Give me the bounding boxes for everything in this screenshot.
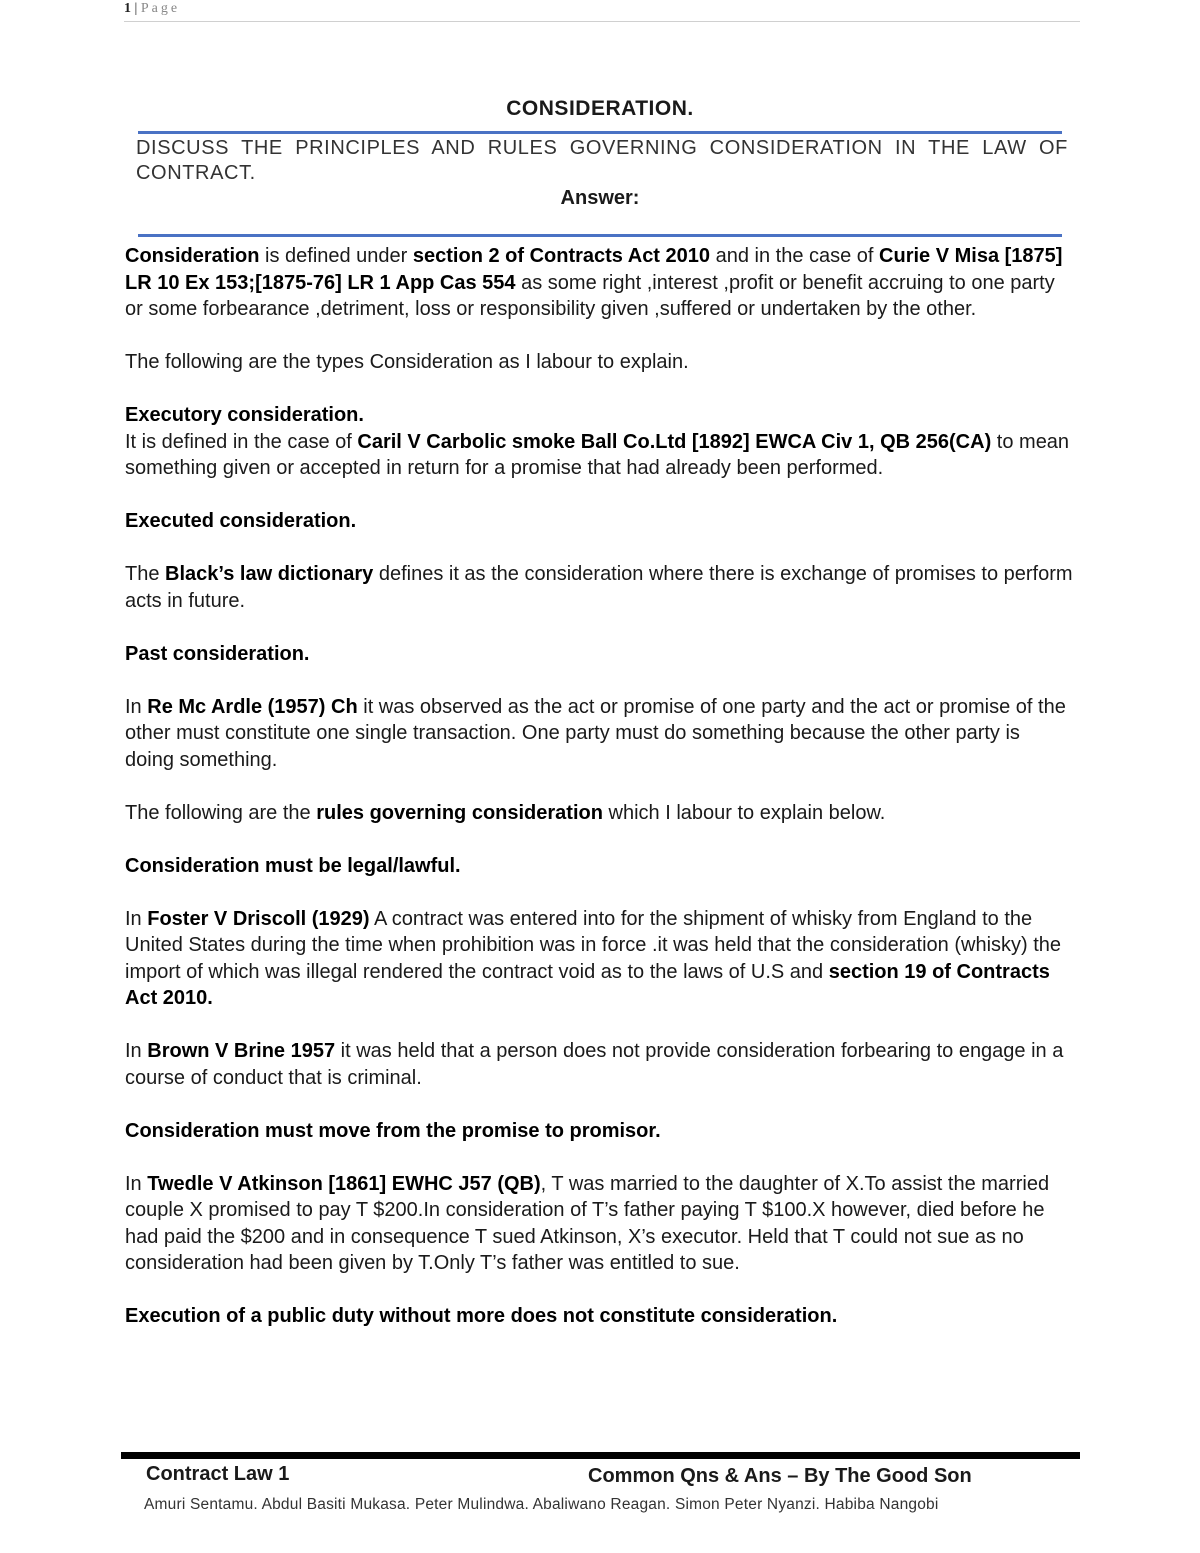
footer-divider bbox=[121, 1452, 1080, 1459]
document-title: CONSIDERATION. bbox=[506, 97, 694, 120]
page-separator: | bbox=[131, 1, 141, 16]
footer-series: Common Qns & Ans – By The Good Son bbox=[588, 1465, 972, 1487]
heading-executed: Executed consideration. bbox=[125, 510, 357, 532]
emphasis-text: rules governing consideration bbox=[316, 801, 603, 824]
case-citation: Re Mc Ardle (1957) Ch bbox=[147, 695, 358, 718]
foster-paragraph bbox=[125, 906, 1073, 1012]
text-run: A contract was entered into for the shipment of whisky from England to the United States during the time when prohibition was in force .it was held that the consideration (whisky) the import of which was illegal rendered the contract void as to the laws of U.S and bbox=[125, 907, 1062, 983]
term-consideration: Consideration bbox=[125, 245, 260, 267]
case-citation: Brown V Brine 1957 bbox=[147, 1040, 336, 1062]
text-run: it was observed as the act or promise of one party and the act or promise of the other must constitute one single transaction. One party must do something because the other party is doing something. bbox=[125, 695, 1066, 771]
text-run: It is defined in the case of bbox=[125, 430, 358, 453]
case-citation: Curie V Misa [1875] LR 10 Ex 153;[1875-76] LR 1 App Cas 554 bbox=[125, 245, 1063, 294]
footer-authors: Amuri Sentamu. Abdul Basiti Mukasa. Peter Mulindwa. Abaliwano Reagan. Simon Peter Nyanzi. Habiba Nangobi bbox=[144, 1496, 939, 1513]
rules-intro-paragraph bbox=[125, 800, 1073, 827]
definition-paragraph bbox=[125, 243, 1073, 323]
text-run: to mean something given or accepted in return for a promise that had already been performed. bbox=[125, 430, 1070, 479]
text-run: The following are the bbox=[125, 801, 317, 824]
answer-label: Answer: bbox=[560, 187, 640, 209]
statute-citation: section 2 of Contracts Act 2010 bbox=[412, 245, 711, 267]
case-citation: Caril V Carbolic smoke Ball Co.Ltd [1892] EWCA Civ 1, QB 256(CA) bbox=[357, 430, 992, 453]
heading-past: Past consideration. bbox=[125, 642, 310, 665]
text-run: and in the case of bbox=[710, 245, 880, 267]
case-citation: Foster V Driscoll (1929) bbox=[147, 907, 370, 930]
executory-paragraph bbox=[125, 429, 1073, 482]
answer-divider bbox=[138, 234, 1062, 237]
text-run: In bbox=[125, 1172, 148, 1195]
heading-public-duty: Execution of a public duty without more does not constitute consideration. bbox=[125, 1305, 838, 1327]
twedle-paragraph bbox=[125, 1171, 1073, 1277]
types-intro-paragraph: The following are the types Consideration as I labour to explain. bbox=[125, 351, 689, 373]
text-run: is defined under bbox=[259, 245, 413, 267]
page-number: 1 bbox=[124, 1, 131, 16]
title-divider bbox=[138, 131, 1062, 134]
past-paragraph bbox=[125, 694, 1073, 774]
heading-legal: Consideration must be legal/lawful. bbox=[125, 854, 461, 877]
text-run: which I labour to explain below. bbox=[602, 801, 886, 824]
executed-paragraph bbox=[125, 561, 1073, 614]
text-run: , T was married to the daughter of X.To assist the married couple X promised to pay T $200.In consideration of T’s father paying T $100.X however, died before he had paid the $200 and in consequence T sued Atkinson, X’s executor. Held that T could not sue as no consideration had been given by T.Only T’s father was entitled to sue. bbox=[125, 1172, 1050, 1274]
text-run: as some right ,interest ,profit or benefit accruing to one party or some forbearance ,detriment, loss or responsibility given ,suffered or undertaken by the other. bbox=[125, 271, 1055, 320]
document-body bbox=[125, 243, 1073, 1330]
case-citation: Twedle V Atkinson [1861] EWHC J57 (QB) bbox=[147, 1172, 541, 1195]
source-citation: Black’s law dictionary bbox=[165, 563, 374, 585]
page-number-label bbox=[124, 1, 180, 17]
text-run: In bbox=[125, 695, 148, 718]
footer-course: Contract Law 1 bbox=[146, 1463, 290, 1485]
text-run: it was held that a person does not provide consideration forbearing to engage in a course of conduct that is criminal. bbox=[125, 1040, 1064, 1089]
text-run: defines it as the consideration where there is exchange of promises to perform acts in future. bbox=[125, 563, 1073, 612]
statute-citation: section 19 of Contracts Act 2010. bbox=[125, 960, 1050, 1009]
question-text: DISCUSS THE PRINCIPLES AND RULES GOVERNING CONSIDERATION IN THE LAW OF CONTRACT. bbox=[136, 137, 1068, 184]
heading-executory: Executory consideration. bbox=[125, 404, 364, 426]
page-word: Page bbox=[140, 1, 181, 16]
brown-paragraph bbox=[125, 1038, 1073, 1091]
text-run: In bbox=[125, 1040, 148, 1062]
text-run: In bbox=[125, 907, 148, 930]
text-run: The bbox=[125, 563, 166, 585]
page-header bbox=[124, 0, 1080, 22]
heading-move: Consideration must move from the promise to promisor. bbox=[125, 1119, 661, 1142]
